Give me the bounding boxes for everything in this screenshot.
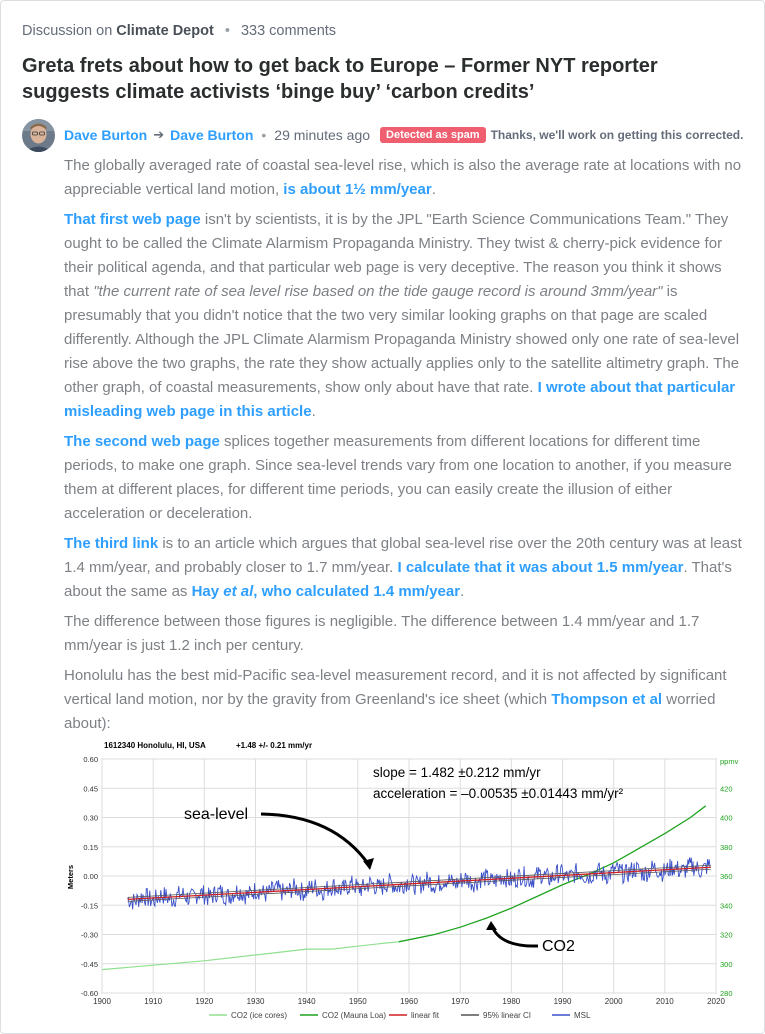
x-tick-label: 1960: [400, 997, 418, 1006]
x-tick-label: 1930: [246, 997, 265, 1006]
acceleration-annotation: acceleration = –0.00535 ±0.01443 mm/yr²: [373, 786, 624, 801]
link-third-link[interactable]: The third link: [64, 535, 159, 552]
legend-label: MSL: [574, 1011, 591, 1020]
text: .: [431, 181, 436, 198]
y-tick-label-right: 340: [720, 901, 733, 911]
spam-badge: Detected as spam: [380, 127, 486, 143]
text: isn't by scientists, it is by the JPL "Earth Science Communications Team." They ought to be called the Climate Alarmism Propaganda Ministry. They twist & cherry-pick evidence for their political agenda, and that particular web page is very deceptive. The reason you think it shows that: [64, 211, 729, 300]
x-tick-label: 1940: [297, 997, 316, 1006]
comment-body: [64, 154, 744, 742]
y-tick-label-right: 400: [720, 813, 733, 823]
y-tick-label-left: 0.45: [83, 784, 98, 794]
legend-label: CO2 (Mauna Loa): [322, 1011, 387, 1020]
text: worried about):: [64, 691, 716, 732]
paragraph-3: [64, 430, 744, 526]
avatar-image: [22, 119, 55, 152]
paragraph-6: [64, 664, 744, 736]
paragraph-2: [64, 208, 744, 424]
legend-label: 95% linear CI: [483, 1011, 532, 1020]
post-title[interactable]: Greta frets about how to get back to Europe – Former NYT reporter suggests climate activists ‘binge buy’ ‘carbon credits’: [22, 55, 658, 103]
legend-label: CO2 (ice cores): [231, 1011, 288, 1020]
chart-subtitle: +1.48 +/- 0.21 mm/yr: [236, 741, 313, 750]
slope-annotation: slope = 1.482 ±0.212 mm/yr: [373, 765, 541, 780]
y-tick-label-left: -0.15: [80, 901, 98, 911]
y-tick-label-left: -0.45: [80, 959, 98, 969]
y-axis-label: Meters: [66, 864, 75, 890]
y-tick-label-left: -0.30: [80, 930, 98, 940]
reply-arrow-icon: ➔: [153, 127, 165, 142]
y-tick-label-right: 380: [720, 842, 733, 852]
paragraph-5: The difference between those figures is negligible. The difference between 1.4 mm/year and 1.7 mm/year is just 1.2 inch per century.: [64, 613, 700, 654]
text: .: [460, 583, 465, 600]
text: , who calculated 1.4 mm/year: [253, 583, 461, 600]
sea-level-chart-image[interactable]: [64, 737, 744, 1024]
avatar[interactable]: [22, 119, 55, 152]
site-name-link[interactable]: Climate Depot: [116, 23, 214, 39]
x-tick-label: 1980: [502, 997, 521, 1006]
x-tick-label: 1950: [348, 997, 367, 1006]
y-tick-label-right: 360: [720, 872, 733, 881]
sea-level-chart: [64, 737, 744, 1024]
text: et al: [223, 583, 254, 600]
separator-dot: •: [224, 23, 230, 39]
y-tick-label-left: 0.00: [83, 872, 98, 881]
link-first-web-page[interactable]: That first web page: [64, 211, 201, 228]
y-tick-label-right: 280: [720, 989, 733, 998]
x-tick-label: 2000: [604, 997, 623, 1006]
co2-label: CO2: [542, 938, 575, 955]
author-link[interactable]: Dave Burton: [64, 127, 148, 143]
x-tick-label: 1900: [93, 997, 111, 1006]
y-tick-label-right: 320: [720, 930, 733, 940]
x-tick-label: 1920: [195, 997, 214, 1006]
text: . That's about the same as: [64, 559, 732, 600]
link-article[interactable]: I wrote about that particular misleading web page in this article: [64, 379, 736, 420]
discussion-header: [22, 23, 336, 39]
y-tick-label-right: ppmv: [720, 757, 739, 766]
discussion-prefix: Discussion on: [22, 23, 113, 39]
sea-level-label: sea-level: [184, 806, 249, 823]
comment-meta: [64, 127, 743, 143]
legend-label: linear fit: [411, 1011, 440, 1020]
text: Hay: [191, 583, 224, 600]
text: The globally averaged rate of coastal sea-level rise, which is also the average rate at locations with no appreciable vertical land motion,: [64, 157, 742, 198]
y-tick-label-left: -0.60: [80, 989, 98, 998]
y-tick-label-left: 0.60: [83, 755, 98, 764]
y-tick-label-left: 0.30: [83, 813, 98, 823]
paragraph-4: [64, 532, 744, 604]
link-thompson-et-al[interactable]: Thompson et al: [551, 691, 663, 708]
link-hay-et-al[interactable]: [192, 583, 460, 600]
comment-count[interactable]: 333 comments: [240, 23, 337, 39]
text: Honolulu has the best mid-Pacific sea-level measurement record, and it is not affected by significant vertical land motion, nor by the gravity from Greenland's ice sheet (which: [64, 667, 727, 708]
text: .: [311, 403, 316, 420]
x-tick-label: 1910: [144, 997, 163, 1006]
text: is presumably that you didn't notice that the two very similar looking graphs on that page are scaled differently. Although the JPL Climate Alarmism Propaganda Ministry showed only one rate of sea-level rise above the two graphs, the rate they show actually applies only to the satellite altimetry graph. The other graph, of coastal measurements, show only about have that rate.: [64, 283, 740, 396]
paragraph-1: [64, 154, 744, 202]
link-sea-level-rate[interactable]: is about 1½ mm/year: [283, 181, 432, 198]
x-tick-label: 2020: [707, 997, 725, 1006]
x-tick-label: 1970: [451, 997, 470, 1006]
link-calculation[interactable]: I calculate that it was about 1.5 mm/year: [397, 559, 684, 576]
timestamp-link[interactable]: 29 minutes ago: [274, 127, 371, 143]
chart-title: 1612340 Honolulu, HI, USA: [104, 741, 206, 750]
spam-note: Thanks, we'll work on getting this corrected.: [490, 128, 744, 142]
text: splices together measurements from different locations for different time periods, to make one graph. Since sea-level trends vary from one location to another, if you measure them at different places, for different time periods, you can easily create the illusion of either acceleration or deceleration.: [64, 433, 732, 522]
quote: "the current rate of sea level rise based on the tide gauge record is around 3mm/year": [93, 283, 663, 300]
y-tick-label-right: 420: [720, 784, 733, 794]
y-tick-label-left: 0.15: [83, 842, 98, 852]
y-tick-label-right: 300: [720, 959, 733, 969]
separator-dot: •: [261, 127, 267, 143]
link-second-web-page[interactable]: The second web page: [64, 433, 220, 450]
text: is to an article which argues that global sea-level rise over the 20th century was at least 1.4 mm/year, and probably closer to 1.7 mm/year.: [64, 535, 742, 576]
x-tick-label: 1990: [553, 997, 572, 1006]
x-tick-label: 2010: [655, 997, 674, 1006]
reply-to-link[interactable]: Dave Burton: [170, 127, 254, 143]
